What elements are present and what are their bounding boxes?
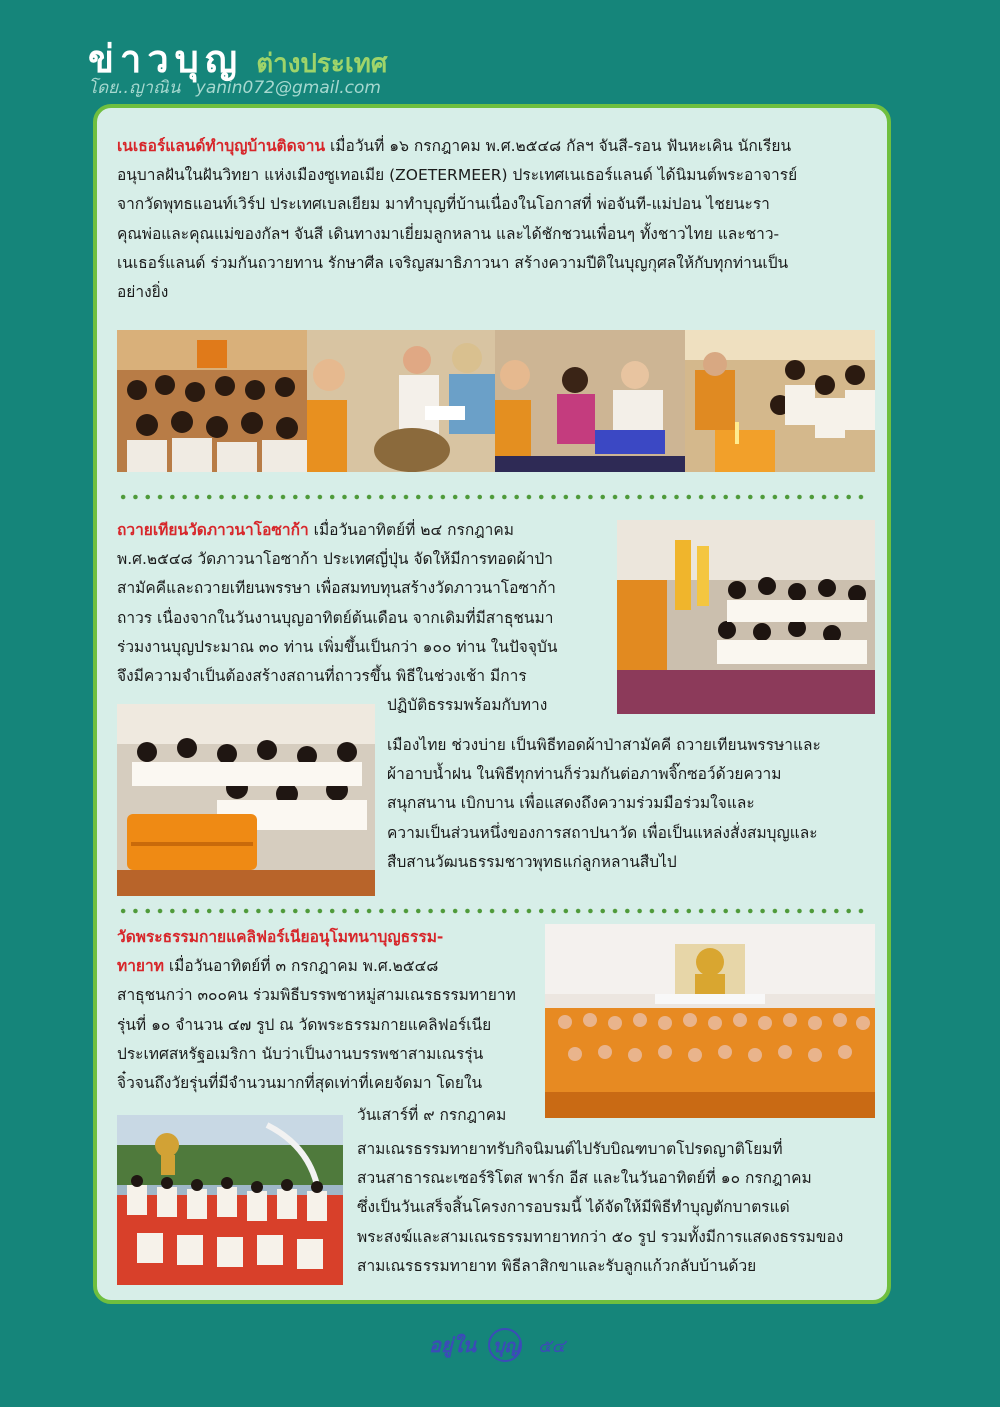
article-2-line: ความเป็นส่วนหนึ่งของการสถาปนาวัด เพื่อเป็นแหล่งสั่งสมบุญและ: [387, 823, 818, 842]
article-1-line: อย่างยิ่ง: [117, 283, 169, 302]
article-2-line: พ.ศ.๒๕๔๘ วัดภาวนาโอซาก้า ประเทศญี่ปุ่น จัดให้มีการทอดผ้าป่า: [117, 550, 553, 569]
article-1-heading: เนเธอร์แลนด์ทำบุญบ้านติดจาน: [117, 137, 326, 155]
article-2-line: จึงมีความจำเป็นต้องสร้างสถานที่ถาวรขึ้น พิธีในช่วงเช้า มีการ: [117, 667, 527, 686]
article-2-part-2: [387, 691, 607, 720]
article-3-line: สามเณรธรรมทายาทรับกิจนิมนต์ไปรับบิณฑบาตโปรดญาติโยมที่: [357, 1140, 783, 1158]
article-3-line: จิ๋วจนถึงวัยรุ่นที่มีจำนวนมากที่สุดเท่าที่เคยจัดมา โดยใน: [117, 1074, 483, 1093]
article-2-line: เมืองไทย ช่วงบ่าย เป็นพิธีทอดผ้าป่าสามัคคี ถวายเทียนพรรษาและ: [387, 736, 821, 754]
article-1-line: คุณพ่อและคุณแม่ของกัลฯ จันสี เดินทางมาเยี่ยมลูกหลาน และได้ชักชวนเพื่อนๆ ทั้งชาวไทย และชาว-: [117, 224, 780, 243]
svg-text:อยู่ใน: อยู่ใน: [429, 1333, 477, 1357]
article-3-part-2: [357, 1101, 557, 1130]
photo-monk-blessing: [307, 330, 495, 472]
photo-novice-monks-group: [545, 924, 875, 1118]
article-3-heading-cont: ทายาท: [117, 957, 164, 976]
article-3-line: วันเสาร์ที่ ๙ กรกฎาคม: [357, 1106, 507, 1124]
section-divider: [117, 494, 867, 500]
author-name: โดย..ญาณิน: [88, 78, 181, 98]
photo-family-offering: [495, 330, 685, 472]
title-sub: ต่างประเทศ: [256, 49, 388, 79]
article-1-line: เมื่อวันที่ ๑๖ กรกฎาคม พ.ศ.๒๕๔๘ กัลฯ จันสี-รอน ฟันหะเคิน นักเรียน: [330, 137, 792, 155]
article-3-part-3: [357, 1135, 873, 1281]
article-3-line: สาธุชนกว่า ๓๐๐คน ร่วมพิธีบรรพชาหมู่สามเณรธรรมทายาท: [117, 986, 516, 1005]
article-2-line: ถาวร เนื่องจากในวันงานบุญอาทิตย์ต้นเดือน จากเดิมที่มีสาธุชนมา: [117, 608, 554, 627]
article-3-line: รุ่นที่ ๑๐ จำนวน ๔๗ รูป ณ วัดพระธรรมกายแคลิฟอร์เนีย: [117, 1015, 492, 1034]
photo-park-almsgiving: [117, 1115, 343, 1285]
magazine-logo: [425, 1326, 530, 1364]
article-3-line: พระสงฆ์และสามเณรธรรมทายาทกว่า ๕๐ รูป รวมทั้งมีการแสดงธรรมของ: [357, 1227, 844, 1246]
article-1-line: จากวัดพุทธแอนท์เวิร์ป ประเทศเบลเยียม มาทำบุญที่บ้านเนื่องในโอกาสที่ พ่อจันที-แม่ปอน ไชยนะรา: [117, 195, 770, 214]
section-divider: [117, 908, 867, 914]
author-email: yanin072@gmail.com: [195, 78, 381, 98]
article-3-line: สามเณรธรรมทายาท พิธีลาสิกขาและรับลูกแก้วกลับบ้านด้วย: [357, 1256, 757, 1275]
article-2-line: ผ้าอาบน้ำฝน ในพิธีทุกท่านก็ร่วมกันต่อภาพจิ๊กซอว์ด้วยความ: [387, 765, 782, 784]
article-2-part-1: [117, 516, 597, 691]
content-panel: [93, 104, 891, 1304]
article-3-heading: วัดพระธรรมกายแคลิฟอร์เนียอนุโมทนาบุญธรรม-: [117, 928, 444, 946]
article-1-line: อนุบาลฝันในฝันวิทยา แห่งเมืองซูเทอเมีย (ZOETERMEER) ประเทศเนเธอร์แลนด์ ได้นิมนต์พระอาจารย์: [117, 166, 798, 185]
title-main: ข่าวบุญ: [88, 37, 244, 81]
article-3-part-1: [117, 923, 537, 1098]
photo-robe-offering: [117, 704, 375, 896]
byline: [88, 74, 381, 101]
article-1-line: เนเธอร์แลนด์ ร่วมกันถวายทาน รักษาศีล เจริญสมาธิภาวนา สร้างความปีติในบุญกุศลให้กับทุกท่านเป็น: [117, 253, 789, 272]
article-2-line: สามัคคีและถวายเทียนพรรษา เพื่อสมทบทุนสร้างวัดภาวนาโอซาก้า: [117, 579, 556, 598]
article-3-line: ประเทศสหรัฐอเมริกา นับว่าเป็นงานบรรพชาสามเณรรุ่น: [117, 1044, 484, 1063]
article-2-line: ปฏิบัติธรรมพร้อมกับทาง: [387, 696, 548, 714]
article-2-line: ร่วมงานบุญประมาณ ๓๐ ท่าน เพิ่มขึ้นเป็นกว่า ๑๐๐ ท่าน ในปัจจุบัน: [117, 637, 558, 656]
svg-text:บุญ: บุญ: [493, 1336, 520, 1357]
article-3-line: เมื่อวันอาทิตย์ที่ ๓ กรกฎาคม พ.ศ.๒๕๔๘: [168, 957, 439, 976]
article-3-line: ซึ่งเป็นวันเสร็จสิ้นโครงการอบรมนี้ ได้จัดให้มีพิธีทำบุญตักบาตรแด่: [357, 1198, 790, 1217]
page-number: ๕๔: [538, 1335, 566, 1357]
article-3-line: สวนสาธารณะเซอร์ริโตส พาร์ก อีส และในวันอาทิตย์ที่ ๑๐ กรกฎาคม: [357, 1169, 812, 1188]
article-2-heading: ถวายเทียนวัดภาวนาโอซาก้า: [117, 521, 309, 539]
photo-ceremony-room: [685, 330, 875, 472]
article-2-part-3: [387, 731, 873, 877]
page-footer: [425, 1325, 565, 1365]
photo-family-gathering: [117, 330, 307, 472]
article-2-line: สืบสานวัฒนธรรมชาวพุทธแก่ลูกหลานสืบไป: [387, 852, 677, 871]
article-1: [117, 132, 873, 307]
photo-candle-ceremony: [617, 520, 875, 714]
article-2-line: เมื่อวันอาทิตย์ที่ ๒๔ กรกฎาคม: [313, 521, 514, 539]
article-2-line: สนุกสนาน เบิกบาน เพื่อแสดงถึงความร่วมมือร่วมใจและ: [387, 794, 755, 813]
